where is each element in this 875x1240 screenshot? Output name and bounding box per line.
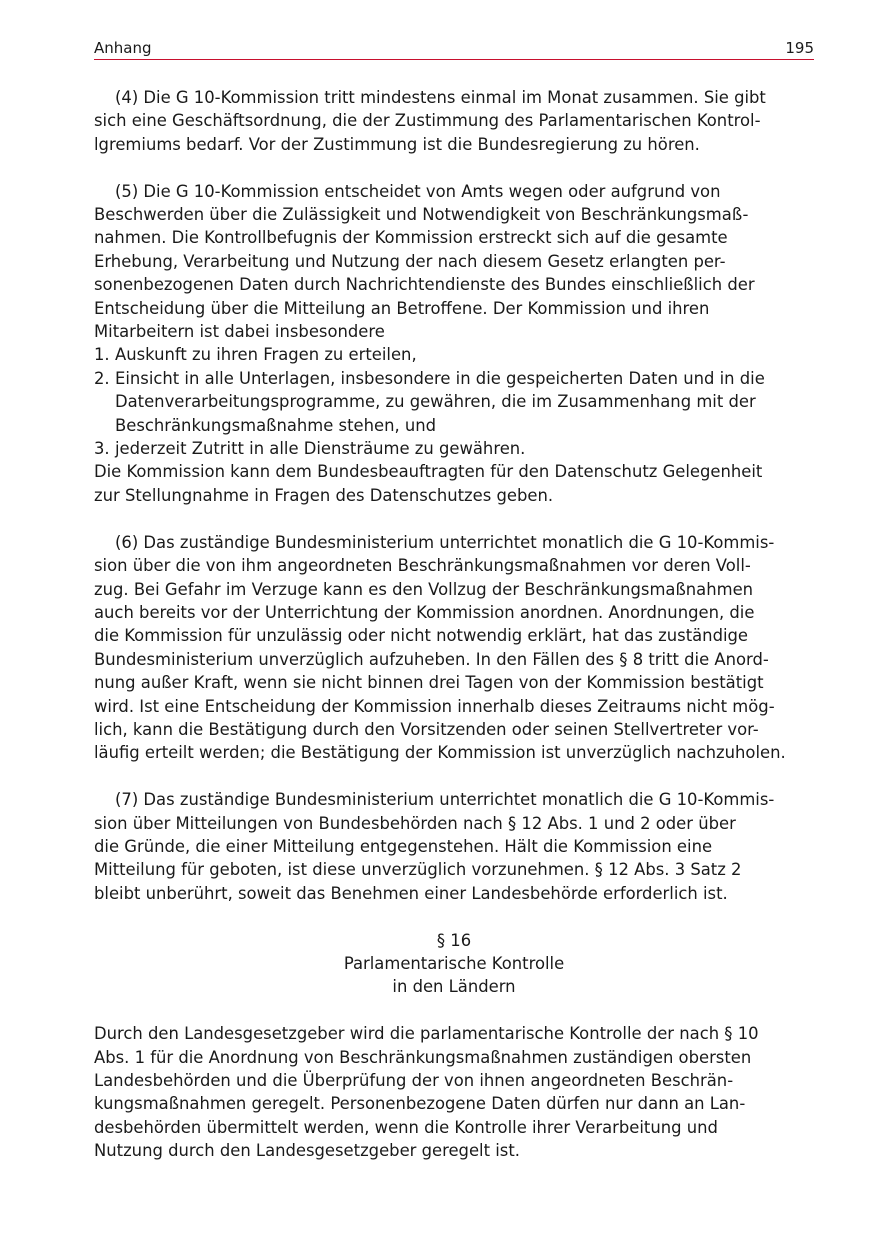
paragraph-4	[94, 86, 814, 156]
text-line: nahmen. Die Kontrollbefugnis der Kommission erstreckt sich auf die gesamte	[94, 228, 728, 248]
list-item-3	[94, 437, 814, 460]
text-line: Landesbehörden und die Überprüfung der von ihnen angeordneten Beschrän-	[94, 1070, 734, 1090]
paragraph-gap	[94, 507, 814, 530]
text-line: Mitteilung für geboten, ist diese unverzüglich vorzunehmen. § 12 Abs. 3 Satz 2	[94, 860, 742, 880]
text-line: bleibt unberührt, soweit das Benehmen einer Landesbehörde erforderlich ist.	[94, 883, 728, 903]
text-line: die Kommission für unzulässig oder nicht notwendig erklärt, hat das zuständige	[94, 626, 749, 646]
section-title: Parlamentarische Kontrolle	[343, 953, 565, 973]
text-line: zur Stellungnahme in Fragen des Datenschutzes geben.	[94, 485, 554, 505]
running-header	[94, 37, 814, 60]
section-title: in den Ländern	[392, 977, 516, 997]
header-section-title: Anhang	[94, 39, 152, 57]
text-line: Erhebung, Verarbeitung und Nutzung der nach diesem Gesetz erlangten per-	[94, 251, 726, 271]
text-line: Abs. 1 für die Anordnung von Beschränkungsmaßnahmen zuständigen obersten	[94, 1047, 752, 1067]
text-line: (4) Die G 10-Kommission tritt mindestens einmal im Monat zusammen. Sie gibt	[115, 88, 766, 107]
text-line: wird. Ist eine Entscheidung der Kommission innerhalb dieses Zeitraums nicht mög-	[94, 696, 775, 716]
list-item-2	[94, 367, 814, 437]
text-line: (7) Das zuständige Bundesministerium unterrichtet monatlich die G 10-Kommis-	[115, 790, 775, 810]
text-line: desbehörden übermittelt werden, wenn die Kontrolle ihrer Verarbeitung und	[94, 1117, 718, 1137]
text-line: nung außer Kraft, wenn sie nicht binnen drei Tagen von der Kommission bestätigt	[94, 673, 764, 693]
text-line: (6) Das zuständige Bundesministerium unterrichtet monatlich die G 10-Kommis-	[115, 532, 775, 552]
text-line: sich eine Geschäftsordnung, die der Zustimmung des Parlamentarischen Kontrol-	[94, 111, 761, 131]
text-line: zug. Bei Gefahr im Verzuge kann es den Vollzug der Beschränkungsmaßnahmen	[94, 579, 754, 599]
text-line: Mitarbeitern ist dabei insbesondere	[94, 322, 385, 342]
paragraph-gap	[94, 765, 814, 788]
list-number: 3.	[94, 439, 110, 459]
list-number: 1.	[94, 345, 110, 365]
text-line: die Gründe, die einer Mitteilung entgegenstehen. Hält die Kommission eine	[94, 836, 713, 856]
section-number: § 16	[436, 930, 472, 950]
section-heading	[94, 929, 814, 999]
text-line: läufig erteilt werden; die Bestätigung der Kommission ist unverzüglich nachzuholen.	[94, 743, 786, 763]
list-text: jederzeit Zutritt in alle Diensträume zu gewähren.	[115, 439, 526, 459]
body-text	[94, 86, 814, 1163]
text-line: auch bereits vor der Unterrichtung der Kommission anordnen. Anordnungen, die	[94, 602, 755, 622]
list-text: Einsicht in alle Unterlagen, insbesondere in die gespeicherten Daten und in die Datenverarbeitungsprogramme, zu gewähren, die im Zusammenhang mit der Beschränkungsmaßnahme stehen, und	[115, 368, 765, 435]
paragraph-gap	[94, 156, 814, 179]
list-item-1	[94, 343, 814, 366]
list-text: Auskunft zu ihren Fragen zu erteilen,	[115, 345, 417, 365]
paragraph-gap	[94, 905, 814, 928]
paragraph-gap	[94, 999, 814, 1022]
text-line: Durch den Landesgesetzgeber wird die parlamentarische Kontrolle der nach § 10	[94, 1024, 759, 1044]
text-line: lich, kann die Bestätigung durch den Vorsitzenden oder seinen Stellvertreter vor-	[94, 719, 759, 739]
page-number: 195	[785, 39, 814, 57]
text-line: Beschwerden über die Zulässigkeit und Notwendigkeit von Beschränkungsmaß-	[94, 205, 749, 225]
text-line: lgremiums bedarf. Vor der Zustimmung ist die Bundesregierung zu hören.	[94, 134, 700, 154]
paragraph-7	[94, 788, 814, 905]
text-line: Nutzung durch den Landesgesetzgeber geregelt ist.	[94, 1141, 520, 1161]
text-line: sion über die von ihm angeordneten Beschränkungsmaßnahmen vor deren Voll-	[94, 556, 751, 576]
text-line: kungsmaßnahmen geregelt. Personenbezogene Daten dürfen nur dann an Lan-	[94, 1094, 746, 1114]
text-line: sonenbezogenen Daten durch Nachrichtendienste des Bundes einschließlich der	[94, 275, 755, 295]
text-line: (5) Die G 10-Kommission entscheidet von Amts wegen oder aufgrund von	[115, 181, 721, 201]
paragraph-5	[94, 180, 814, 508]
paragraph-16	[94, 1022, 814, 1162]
text-line: sion über Mitteilungen von Bundesbehörden nach § 12 Abs. 1 und 2 oder über	[94, 813, 736, 833]
text-line: Entscheidung über die Mitteilung an Betroffene. Der Kommission und ihren	[94, 298, 710, 318]
paragraph-6	[94, 531, 814, 765]
text-line: Die Kommission kann dem Bundesbeauftragten für den Datenschutz Gelegenheit	[94, 462, 763, 482]
text-line: Bundesministerium unverzüglich aufzuheben. In den Fällen des § 8 tritt die Anord-	[94, 649, 769, 669]
list-number: 2.	[94, 368, 110, 388]
